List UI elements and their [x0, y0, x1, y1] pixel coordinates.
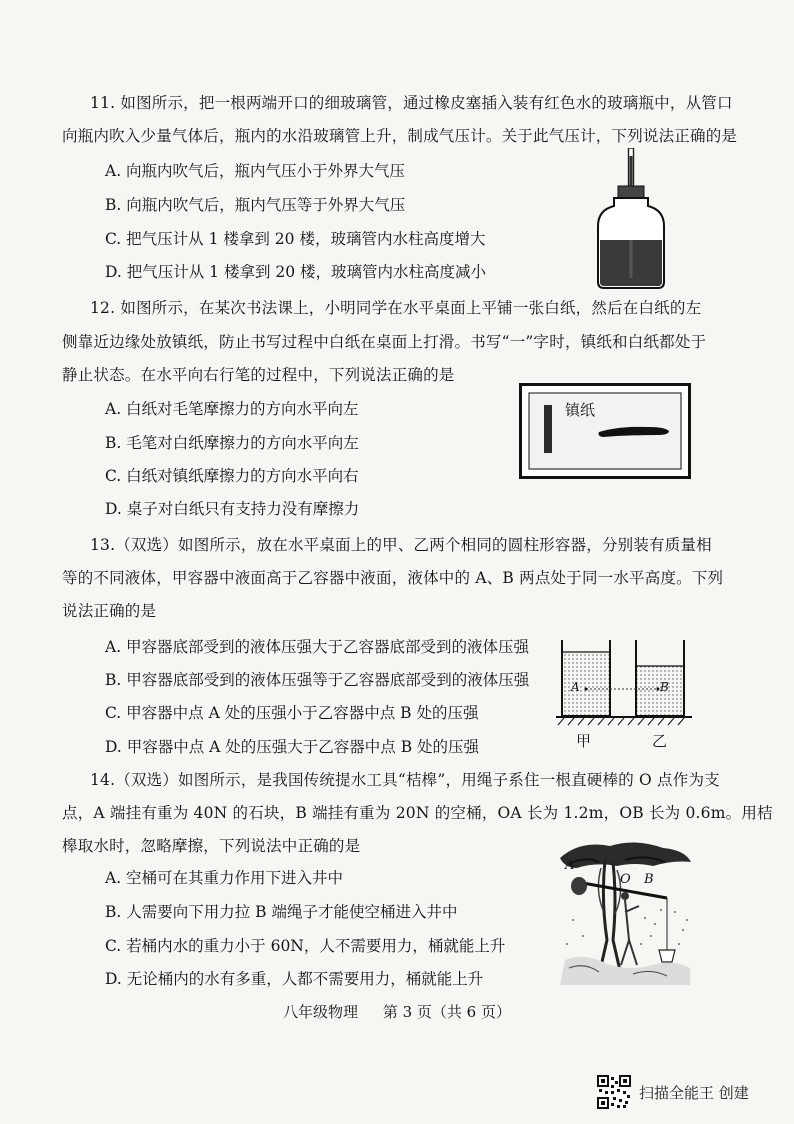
q12-stem-line1: 12. 如图所示，在某次书法课上，小明同学在水平桌面上平铺一张白纸，然后在白纸的左	[90, 299, 702, 317]
q13-option-c: C. 甲容器中点 A 处的压强小于乙容器中点 B 处的压强	[105, 704, 479, 722]
qr-code-icon	[597, 1075, 631, 1109]
container-yi-label: 乙	[652, 732, 668, 750]
q11-option-c: C. 把气压计从 1 楼拿到 20 楼，玻璃管内水柱高度增大	[105, 230, 486, 248]
q14-option-c: C. 若桶内水的重力小于 60N，人不需要用力，桶就能上升	[105, 937, 506, 955]
footer-subject: 八年级物理	[283, 1003, 359, 1021]
q11-option-d: D. 把气压计从 1 楼拿到 20 楼，玻璃管内水柱高度减小	[105, 263, 487, 281]
q14-option-a: A. 空桶可在其重力作用下进入井中	[105, 869, 344, 887]
page-footer	[0, 1001, 794, 1022]
q12-option-d: D. 桌子对白纸只有支持力没有摩擦力	[105, 500, 360, 518]
q12-stem-line2: 侧靠近边缘处放镇纸，防止书写过程中白纸在桌面上打滑。书写“一”字时，镇纸和白纸都处于	[62, 333, 707, 351]
q11-stem-line1: 11. 如图所示，把一根两端开口的细玻璃管，通过橡皮塞插入装有红色水的玻璃瓶中，从管口	[90, 94, 733, 112]
q14-stem-line1: 14.（双选）如图所示，是我国传统提水工具“桔槔”，用绳子系住一根直硬棒的 O 点作为支	[90, 771, 720, 789]
barometer-bottle-figure	[592, 148, 672, 290]
q14-option-b: B. 人需要向下用力拉 B 端绳子才能使空桶进入井中	[105, 903, 458, 921]
q13-stem-line1: 13.（双选）如图所示，放在水平桌面上的甲、乙两个相同的圆柱形容器，分别装有质量相	[90, 536, 712, 554]
lever-end-b-label: B	[644, 872, 654, 887]
q12-stem-line3: 静止状态。在水平向右行笔的过程中，下列说法正确的是	[62, 366, 455, 384]
scanner-watermark	[597, 1075, 749, 1109]
calligraphy-paper-figure	[519, 383, 691, 479]
q14-stem-line2: 点，A 端挂有重为 40N 的石块，B 端挂有重为 20N 的空桶，OA 长为 1.2m，OB 长为 0.6m。用桔	[62, 804, 773, 822]
q13-stem-line3: 说法正确的是	[62, 602, 157, 620]
q12-option-a: A. 白纸对毛笔摩擦力的方向水平向左	[105, 400, 359, 418]
container-jia-label: 甲	[576, 732, 592, 750]
q11-option-a: A. 向瓶内吹气后，瓶内气压小于外界大气压	[105, 162, 406, 180]
paperweight-label: 镇纸	[565, 401, 596, 419]
q13-stem-line2: 等的不同液体，甲容器中液面高于乙容器中液面，液体中的 A、B 两点处于同一水平高度。下列	[62, 569, 724, 587]
lever-pivot-o-label: O	[620, 872, 631, 887]
q14-option-d: D. 无论桶内的水有多重，人都不需要用力，桶就能上升	[105, 970, 484, 988]
point-b-label: B	[660, 680, 669, 694]
shadoof-illustration	[555, 840, 695, 985]
footer-page-number: 第 3 页（共 6 页）	[382, 1003, 511, 1021]
q12-option-c: C. 白纸对镇纸摩擦力的方向水平向右	[105, 467, 359, 485]
point-a-label: A	[571, 680, 580, 694]
q12-option-b: B. 毛笔对白纸摩擦力的方向水平向左	[105, 434, 359, 452]
q13-option-a: A. 甲容器底部受到的液体压强大于乙容器底部受到的液体压强	[105, 638, 530, 656]
watermark-text: 扫描全能王 创建	[639, 1083, 749, 1102]
q11-stem-line2: 向瓶内吹入少量气体后，瓶内的水沿玻璃管上升，制成气压计。关于此气压计，下列说法正确的是	[62, 127, 738, 145]
q11-option-b: B. 向瓶内吹气后，瓶内气压等于外界大气压	[105, 196, 406, 214]
q13-option-b: B. 甲容器底部受到的液体压强等于乙容器底部受到的液体压强	[105, 671, 530, 689]
q14-stem-line3: 槔取水时，忽略摩擦，下列说法中正确的是	[62, 837, 361, 855]
lever-end-a-label: A	[565, 858, 575, 873]
q13-option-d: D. 甲容器中点 A 处的压强大于乙容器中点 B 处的压强	[105, 738, 480, 756]
